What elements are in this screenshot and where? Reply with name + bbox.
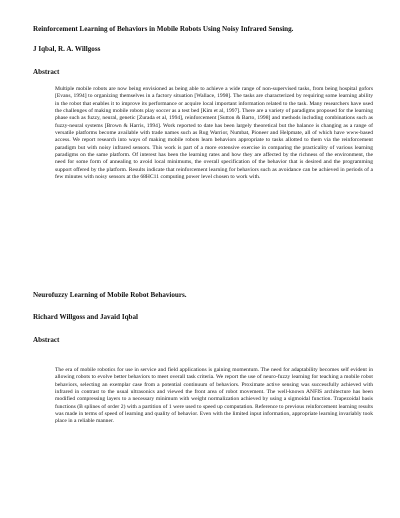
paper-2-abstract-body: The era of mobile robotics for use in service and field applications is gaining momentum. The need for adaptability becomes self evident in allowing robots to evolve better behaviors to meet overall task criteria. We report the use of neuro-fuzzy learning for teaching a mobile robot behaviors, selecting an exemplar case from a potential continuum of behaviors. Proximate active sensing was successfully achieved with infrared in contrast to the usual ultrasonics and viewed the front area of robot movement. The well-known ANFIS architecture has been modified compressing layers to a necessary minimum with weight normalization achieved by using a sigmoidal function. Trapezoidal basis functions (B splines of order 2) with a partition of 1 were used to speed up computation. Reference to previous reinforcement learning results was made in terms of speed of learning and quality of behavior. Even with the limited input information, appropriate learning invariably took place in a reliable manner.: [55, 367, 373, 425]
paper-1-title: Reinforcement Learning of Behaviors in Mobile Robots Using Noisy Infrared Sensing.: [33, 25, 294, 33]
paper-1-authors: J Iqbal, R. A. Willgoss: [33, 45, 101, 53]
paper-2-title: Neurofuzzy Learning of Mobile Robot Behaviours.: [33, 291, 187, 299]
paper-2-abstract-heading: Abstract: [33, 336, 60, 344]
paper-2-authors: Richard Willgoss and Javaid Iqbal: [33, 313, 138, 321]
paper-1-abstract-body: Multiple mobile robots are now being envisioned as being able to achieve a wide range of non-supervised tasks, from being hospital gofors [Evans, 1994] to organizing themselves in a factory situation [Wallace, 1998]. The tasks are characterized by requiring some learning ability in the robot that enables it to improve its performance or acquire local important information related to the task. Many researchers have used the challenges of making mobile robots play soccer as a test bed [Kim et al, 1997]. There are a variety of paradigms proposed for the learning phase such as fuzzy, neural, genetic [Zurada et al, 1994], reinforcement [Sutton & Barto, 1998] and methods including combinations such as fuzzy-neural systems [Brown & Harris, 1994]. Work reported to date has been largely theoretical but the balance is changing as a range of versatile platforms become available with trade names such as Rug Warrior, Numbat, Pioneer and Helpmate, all of which have www-based access. We report research into ways of making mobile robots learn behaviors appropriate to tasks allotted to them via the reinforcement paradigm but with noisy infrared sensors. This work is part of a more extensive exercise in comparing the practicality of various learning paradigms on the same platform. Of interest has been the learning rates and how they are affected by the richness of the environment, the need for some form of annealing to avoid local minimums, the overall specification of the behavior that is desired and the programming support offered by the platform. Results indicate that reinforcement learning for behaviors such as avoidance can be achieved in periods of a few minutes with noisy sensors at the 68HC11 computing power level chosen to work with.: [55, 86, 373, 181]
paper-1-abstract-heading: Abstract: [33, 68, 60, 76]
